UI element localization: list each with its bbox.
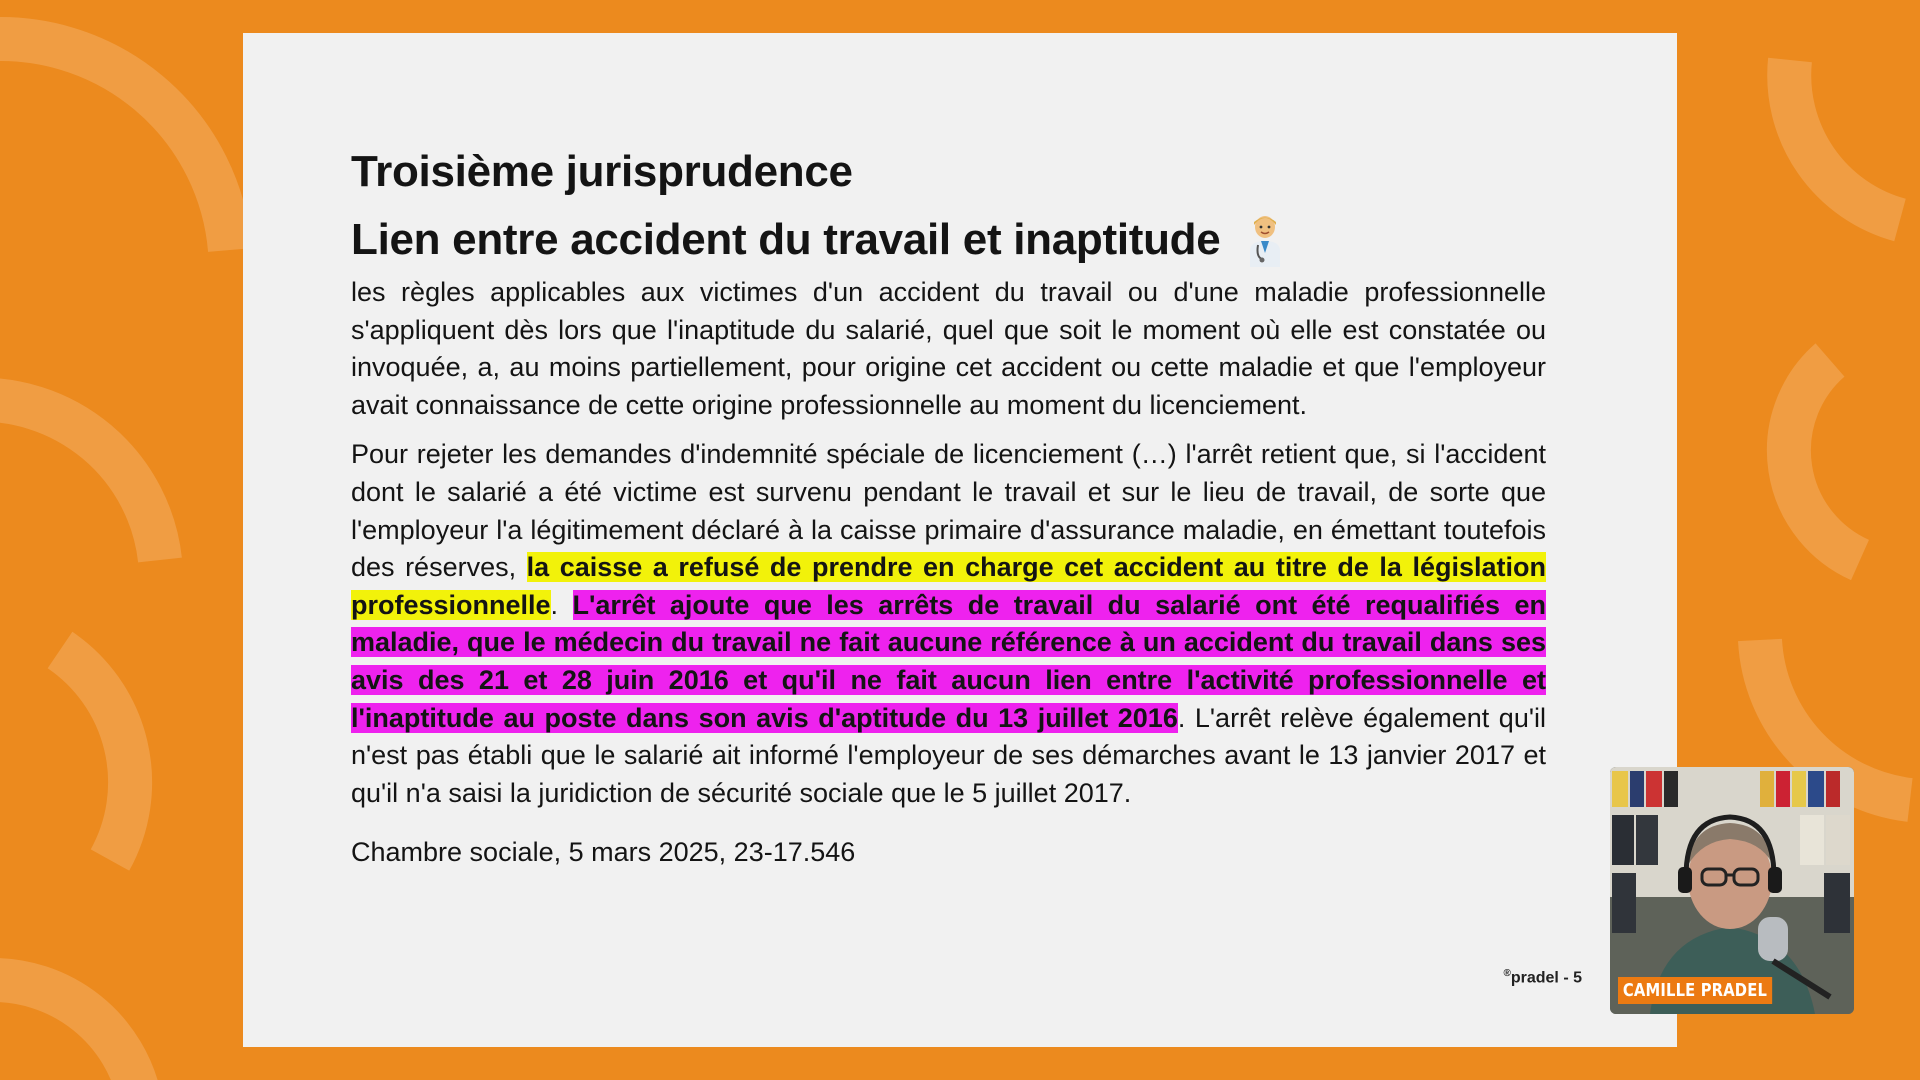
case-citation: Chambre sociale, 5 mars 2025, 23-17.546 (351, 837, 856, 868)
case-outro-text: . L'arrêt relève également qu'il n'est pas établi que le salarié ait informé l'employeur de ses démarches avant le 13 janvier 2017 et qu'il n'a saisi la juridiction de sécurité sociale que le 5 juillet 2017. (351, 702, 1546, 808)
highlight-yellow-text: la caisse a refusé de prendre en charge cet accident au titre de la législation professionnelle (351, 552, 1546, 620)
page-mark (1503, 968, 1582, 987)
doctor-icon (1242, 213, 1288, 267)
separator-text: . (550, 589, 573, 620)
slide-subtitle: Lien entre accident du travail et inaptitude (351, 215, 1221, 264)
subtitle-row (351, 206, 1546, 274)
paragraph-rule: les règles applicables aux victimes d'un accident du travail ou d'une maladie professionnelle s'appliquent dès lors que l'inaptitude du salarié, quel que soit le moment où elle est constatée ou invoquée, a, au moins partiellement, pour origine cet accident ou cette maladie et que l'employeur avait connaissance de cette origine professionnelle au moment du licenciement. (351, 277, 1546, 420)
paragraph-case (351, 436, 1546, 812)
page-mark-text: pradel - 5 (1510, 969, 1582, 986)
case-intro-text: Pour rejeter les demandes d'indemnité spéciale de licenciement (…) l'arrêt retient que, si l'accident dont le salarié a été victime est survenu pendant le travail et sur le lieu de travail, de sorte que l'employeur l'a légitimement déclaré à la caisse primaire d'assurance maladie, en émettant toutefois des réserves, (351, 439, 1546, 583)
slide-title: Troisième jurisprudence (351, 147, 853, 196)
highlight-magenta-text: L'arrêt ajoute que les arrêts de travail du salarié ont été requalifiés en maladie, que le médecin du travail ne fait aucune référence à un accident du travail dans ses avis des 21 et 28 juin 2016 et qu'il ne fait aucun lien entre l'activité professionnelle et l'inaptitude au poste dans son avis d'aptitude du 13 juillet 2016 (351, 589, 1546, 733)
slide (243, 33, 1677, 1047)
webcam-overlay (1610, 767, 1854, 1014)
registered-mark: ® (1503, 967, 1511, 979)
speaker-name-tag: CAMILLE PRADEL (1618, 977, 1772, 1004)
slide-content (351, 138, 1546, 872)
